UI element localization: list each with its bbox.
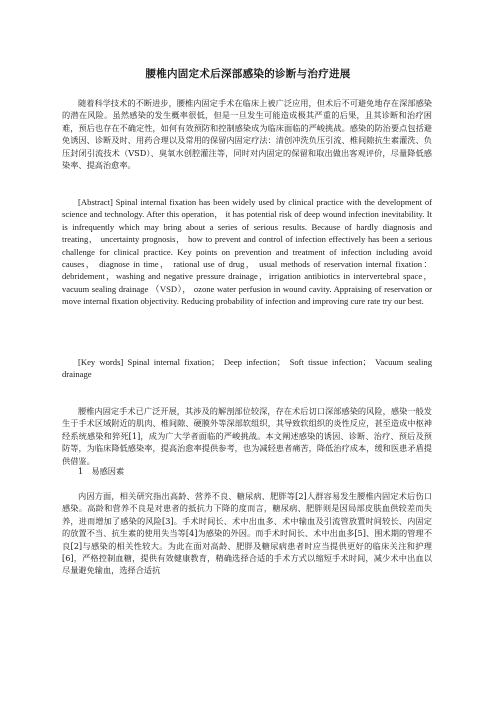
abstract-chinese-text: 随着科学技术的不断进步，腰椎内固定手术在临床上被广泛应用，但术后不可避免地存在深部感染的潜在风险。虽然感染的发生概率很低，但是一旦发生可能造成极其严重的后果，且其诊断和治疗困难，预后也存在不确定性，如何有效预防和控制感染成为临床面临的严峻挑战。感染的防治要点包括避免诱因、诊断及时、用药合理以及常用的保留内固定疗法：清创冲洗负压引流、椎间隙抗生素灌洗、负压封闭引流技术（VSD）、臭氧水创腔灌注等，同时对内固定的保留和取出做出客观评价，尽量降低感染率、提高治愈率。 [62,98,432,171]
abstract-english-text: [Abstract] Spinal internal fixation has been widely used by clinical practice with the development of science and technology. After this operation， it has potential risk of deep wound infection inevitability. It is infrequently which may bring about a series of serious results. Because of hardly diagnosis and treating， uncertainty prognosis， how to prevent and control of infection effectively has been a serious challenge for clinical practice. Key points on prevention and treatment of infection including avoid causes， diagnose in time， rational use of drug， usual methods of reservation internal fixation：debridement，washing and negative pressure drainage，irrigation antibiotics in intervertebral space， vacuum sealing drainage （VSD）， ozone water perfusion in wound cavity. Appraising of reservation or move internal fixation objectivity. Reducing probability of infection and improving cure rate try our best. [62,197,432,307]
section-heading: 1 易感因素 [78,466,125,476]
section-body-text: 内因方面，相关研究指出高龄、营养不良、糖尿病、肥胖等[2]人群容易发生腰椎内固定术后伤口感染。高龄和营养不良是对患者的抵抗力下降的度而言，糖尿病、肥胖则是因局部皮肤血供较差而失养，进而增加了感染的风险[3]。手术时间长、术中出血多、术中输血及引流管放置时间较长、内固定的放置不当、抗生素的使用失当等[4]为感染的外因。而手术时间长、术中出血多[5]、围术期的管理不良[2]与感染的相关性较大。为此在面对高龄、肥胖及糖尿病患者时应当提供更好的临床关注和护理[6]，严格控制血糖，提供有效健康教育，精确选择合适的手术方式以缩短手术时间，减少术中出血以尽量避免输血，选择合适抗 [62,491,432,576]
abstract-english [62,196,432,308]
abstract-chinese [62,97,432,171]
keywords-text: [Key words] Spinal internal fixation； Deep infection； Soft tissue infection； Vacuum sealing drainage [62,357,432,380]
introduction [62,405,432,467]
section-body [62,490,432,577]
introduction-text: 腰椎内固定手术已广泛开展，其涉及的解剖部位较深，存在术后切口深部感染的风险，感染一般发生于手术区域附近的肌肉、椎间隙、硬膜外等深部软组织，其导致软组织的炎性反应，甚至造成中枢神经系统感染和猝死[1]，成为广大学者面临的严峻挑战。本文阐述感染的诱因、诊断、治疗、预后及预防等，为临床降低感染率，提高治愈率提供参考，也为减轻患者痛苦，降低治疗成本，缓和医患矛盾提供借鉴。 [62,406,432,466]
paper-title: 腰椎内固定术后深部感染的诊断与治疗进展 [145,68,351,80]
keywords [62,356,432,381]
